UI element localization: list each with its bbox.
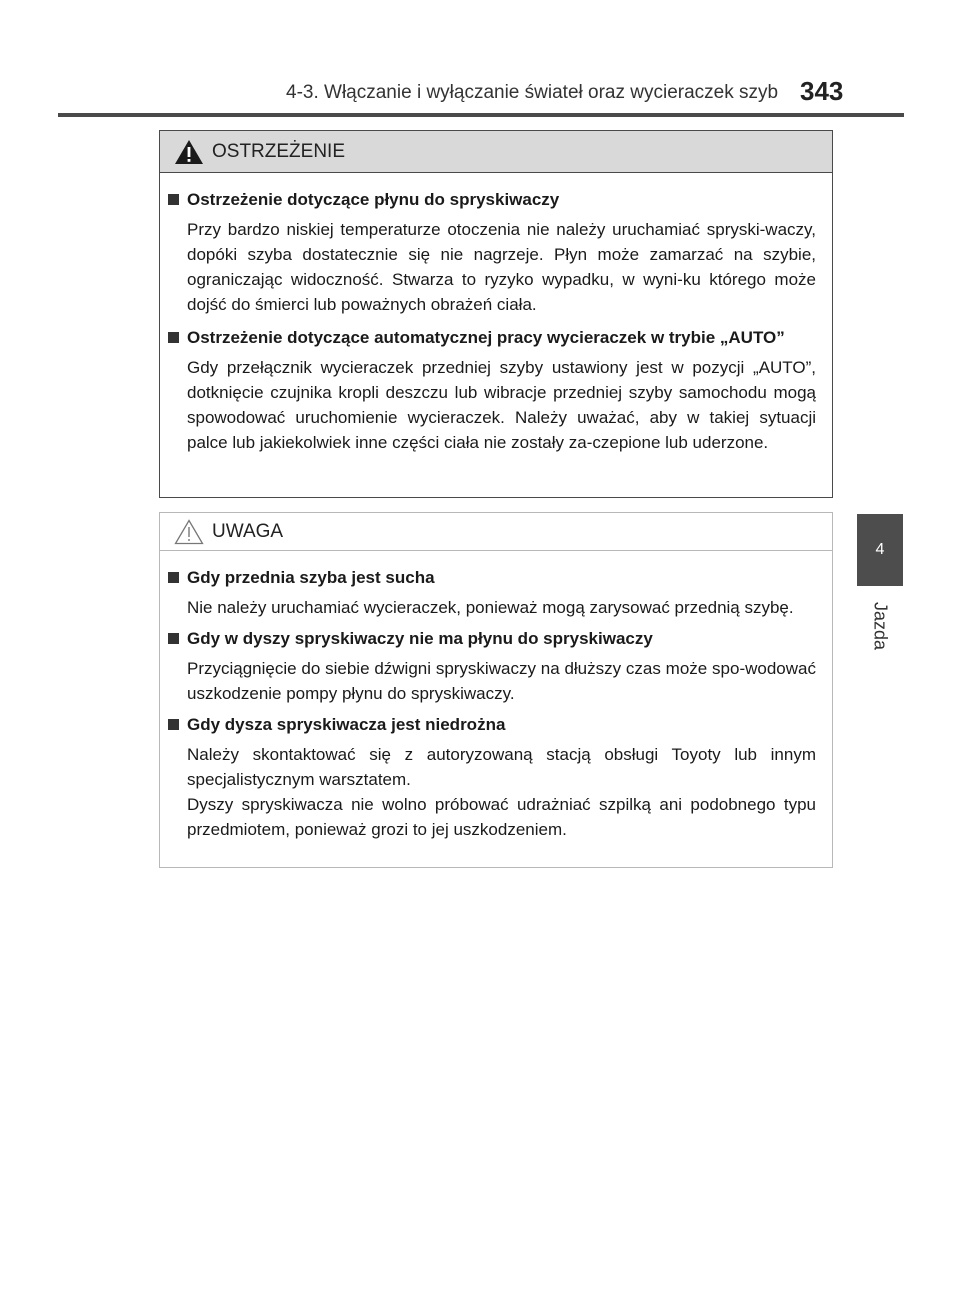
warning-box xyxy=(159,130,833,498)
page-number: 343 xyxy=(800,76,844,106)
notice-body xyxy=(160,551,832,842)
notice-item-title: Gdy w dyszy spryskiwaczy nie ma płynu do spryskiwaczy xyxy=(187,629,653,648)
warning-item xyxy=(168,187,816,317)
notice-box xyxy=(159,512,833,868)
warning-item-text: Przy bardzo niskiej temperaturze otoczenia nie należy uruchamiać spryski-waczy, dopóki szyba dostatecznie się nie nagrzeje. Płyn może zamarzać na szybie, ograniczając widoczność. Stwarza to ryzyko wypadku, w wyni-ku którego może dojść do śmierci lub poważnych obrażeń ciała. xyxy=(187,220,816,314)
warning-body xyxy=(160,173,832,455)
chapter-label-text: Jazda xyxy=(870,601,891,651)
warning-item-text: Gdy przełącznik wycieraczek przedniej szyby ustawiony jest w pozycji „AUTO”, dotknięcie czujnika kropli deszczu lub wibracje przedniej szyby samochodu mogą spowodować uruchomienie wycieraczek. Należy uważać, aby w takiej sytuacji palce lub jakiekolwiek inne części ciała nie zostały za-czepione lub uderzone. xyxy=(187,358,816,452)
notice-item-text: Nie należy uruchamiać wycieraczek, ponieważ mogą zarysować przednią szybę. xyxy=(187,598,794,617)
notice-item xyxy=(168,712,816,842)
warning-item-title: Ostrzeżenie dotyczące automatycznej pracy wycieraczek w trybie „AUTO” xyxy=(187,328,785,347)
warning-triangle-icon xyxy=(174,139,204,165)
notice-heading: UWAGA xyxy=(212,520,284,542)
square-bullet-icon xyxy=(168,719,179,730)
header-rule xyxy=(58,113,904,117)
notice-item-title: Gdy przednia szyba jest sucha xyxy=(187,568,435,587)
warning-heading: OSTRZEŻENIE xyxy=(212,140,346,162)
square-bullet-icon xyxy=(168,633,179,644)
square-bullet-icon xyxy=(168,572,179,583)
warning-item xyxy=(168,325,816,455)
square-bullet-icon xyxy=(168,194,179,205)
chapter-number: 4 xyxy=(875,541,885,558)
square-bullet-icon xyxy=(168,332,179,343)
warning-item-title: Ostrzeżenie dotyczące płynu do spryskiwaczy xyxy=(187,190,560,209)
section-title: 4-3. Włączanie i wyłączanie świateł oraz wycieraczek szyb xyxy=(286,82,779,103)
notice-header xyxy=(160,513,832,551)
chapter-label xyxy=(854,598,906,654)
notice-item-text: Przyciągnięcie do siebie dźwigni spryskiwaczy na dłuższy czas może spo-wodować uszkodzenie pompy płynu do spryskiwaczy. xyxy=(187,659,816,703)
warning-header xyxy=(160,131,832,173)
notice-item xyxy=(168,626,816,706)
notice-item-text: Należy skontaktować się z autoryzowaną stacją obsługi Toyoty lub innym specjalistycznym warsztatem. xyxy=(187,745,816,789)
notice-item-text: Dyszy spryskiwacza nie wolno próbować udrażniać szpilką ani podobnego typu przedmiotem, ponieważ grozi to jej uszkodzeniem. xyxy=(187,795,816,839)
chapter-tab[interactable] xyxy=(857,514,903,586)
notice-item xyxy=(168,565,816,620)
caution-triangle-icon xyxy=(174,519,204,545)
notice-item-title: Gdy dysza spryskiwacza jest niedrożna xyxy=(187,715,506,734)
